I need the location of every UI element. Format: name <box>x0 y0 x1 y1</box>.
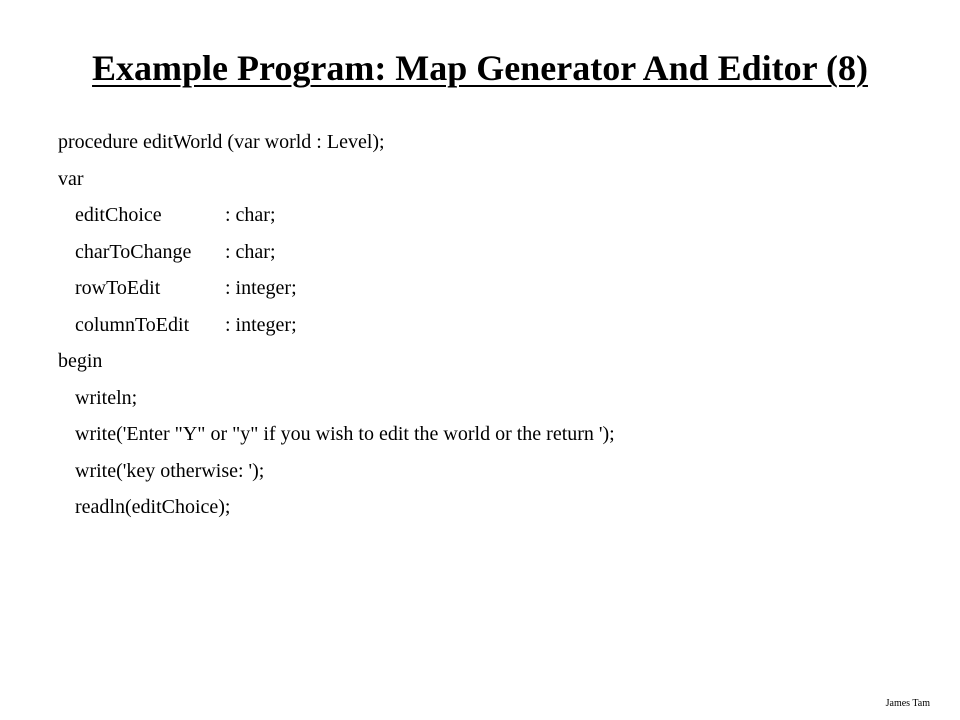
declaration-name: columnToEdit <box>75 313 190 336</box>
declaration-type: : char; <box>225 240 276 263</box>
statement-line: write('Enter "Y" or "y" if you wish to edit the world or the return '); <box>75 423 615 445</box>
declaration-type: : integer; <box>225 313 297 336</box>
declaration-type: : integer; <box>225 277 297 299</box>
declaration-line <box>58 307 615 344</box>
declaration-type: : char; <box>225 204 276 226</box>
declaration-line <box>58 234 615 271</box>
declaration-name: rowToEdit <box>75 277 161 299</box>
declaration-name: charToChange <box>75 240 192 263</box>
declaration-line <box>58 270 615 307</box>
var-keyword: var <box>58 167 84 190</box>
procedure-header: procedure editWorld (var world : Level); <box>58 131 385 153</box>
begin-keyword: begin <box>58 350 103 372</box>
statement-line: write('key otherwise: '); <box>75 459 265 482</box>
statement-line: writeln; <box>75 386 138 409</box>
author-footer: James Tam <box>885 698 930 709</box>
slide-title: Example Program: Map Generator And Editor (8) <box>92 48 868 88</box>
declaration-name: editChoice <box>75 204 162 226</box>
statement-line: readln(editChoice); <box>75 496 231 518</box>
code-block <box>58 124 615 526</box>
declaration-line <box>58 197 615 234</box>
